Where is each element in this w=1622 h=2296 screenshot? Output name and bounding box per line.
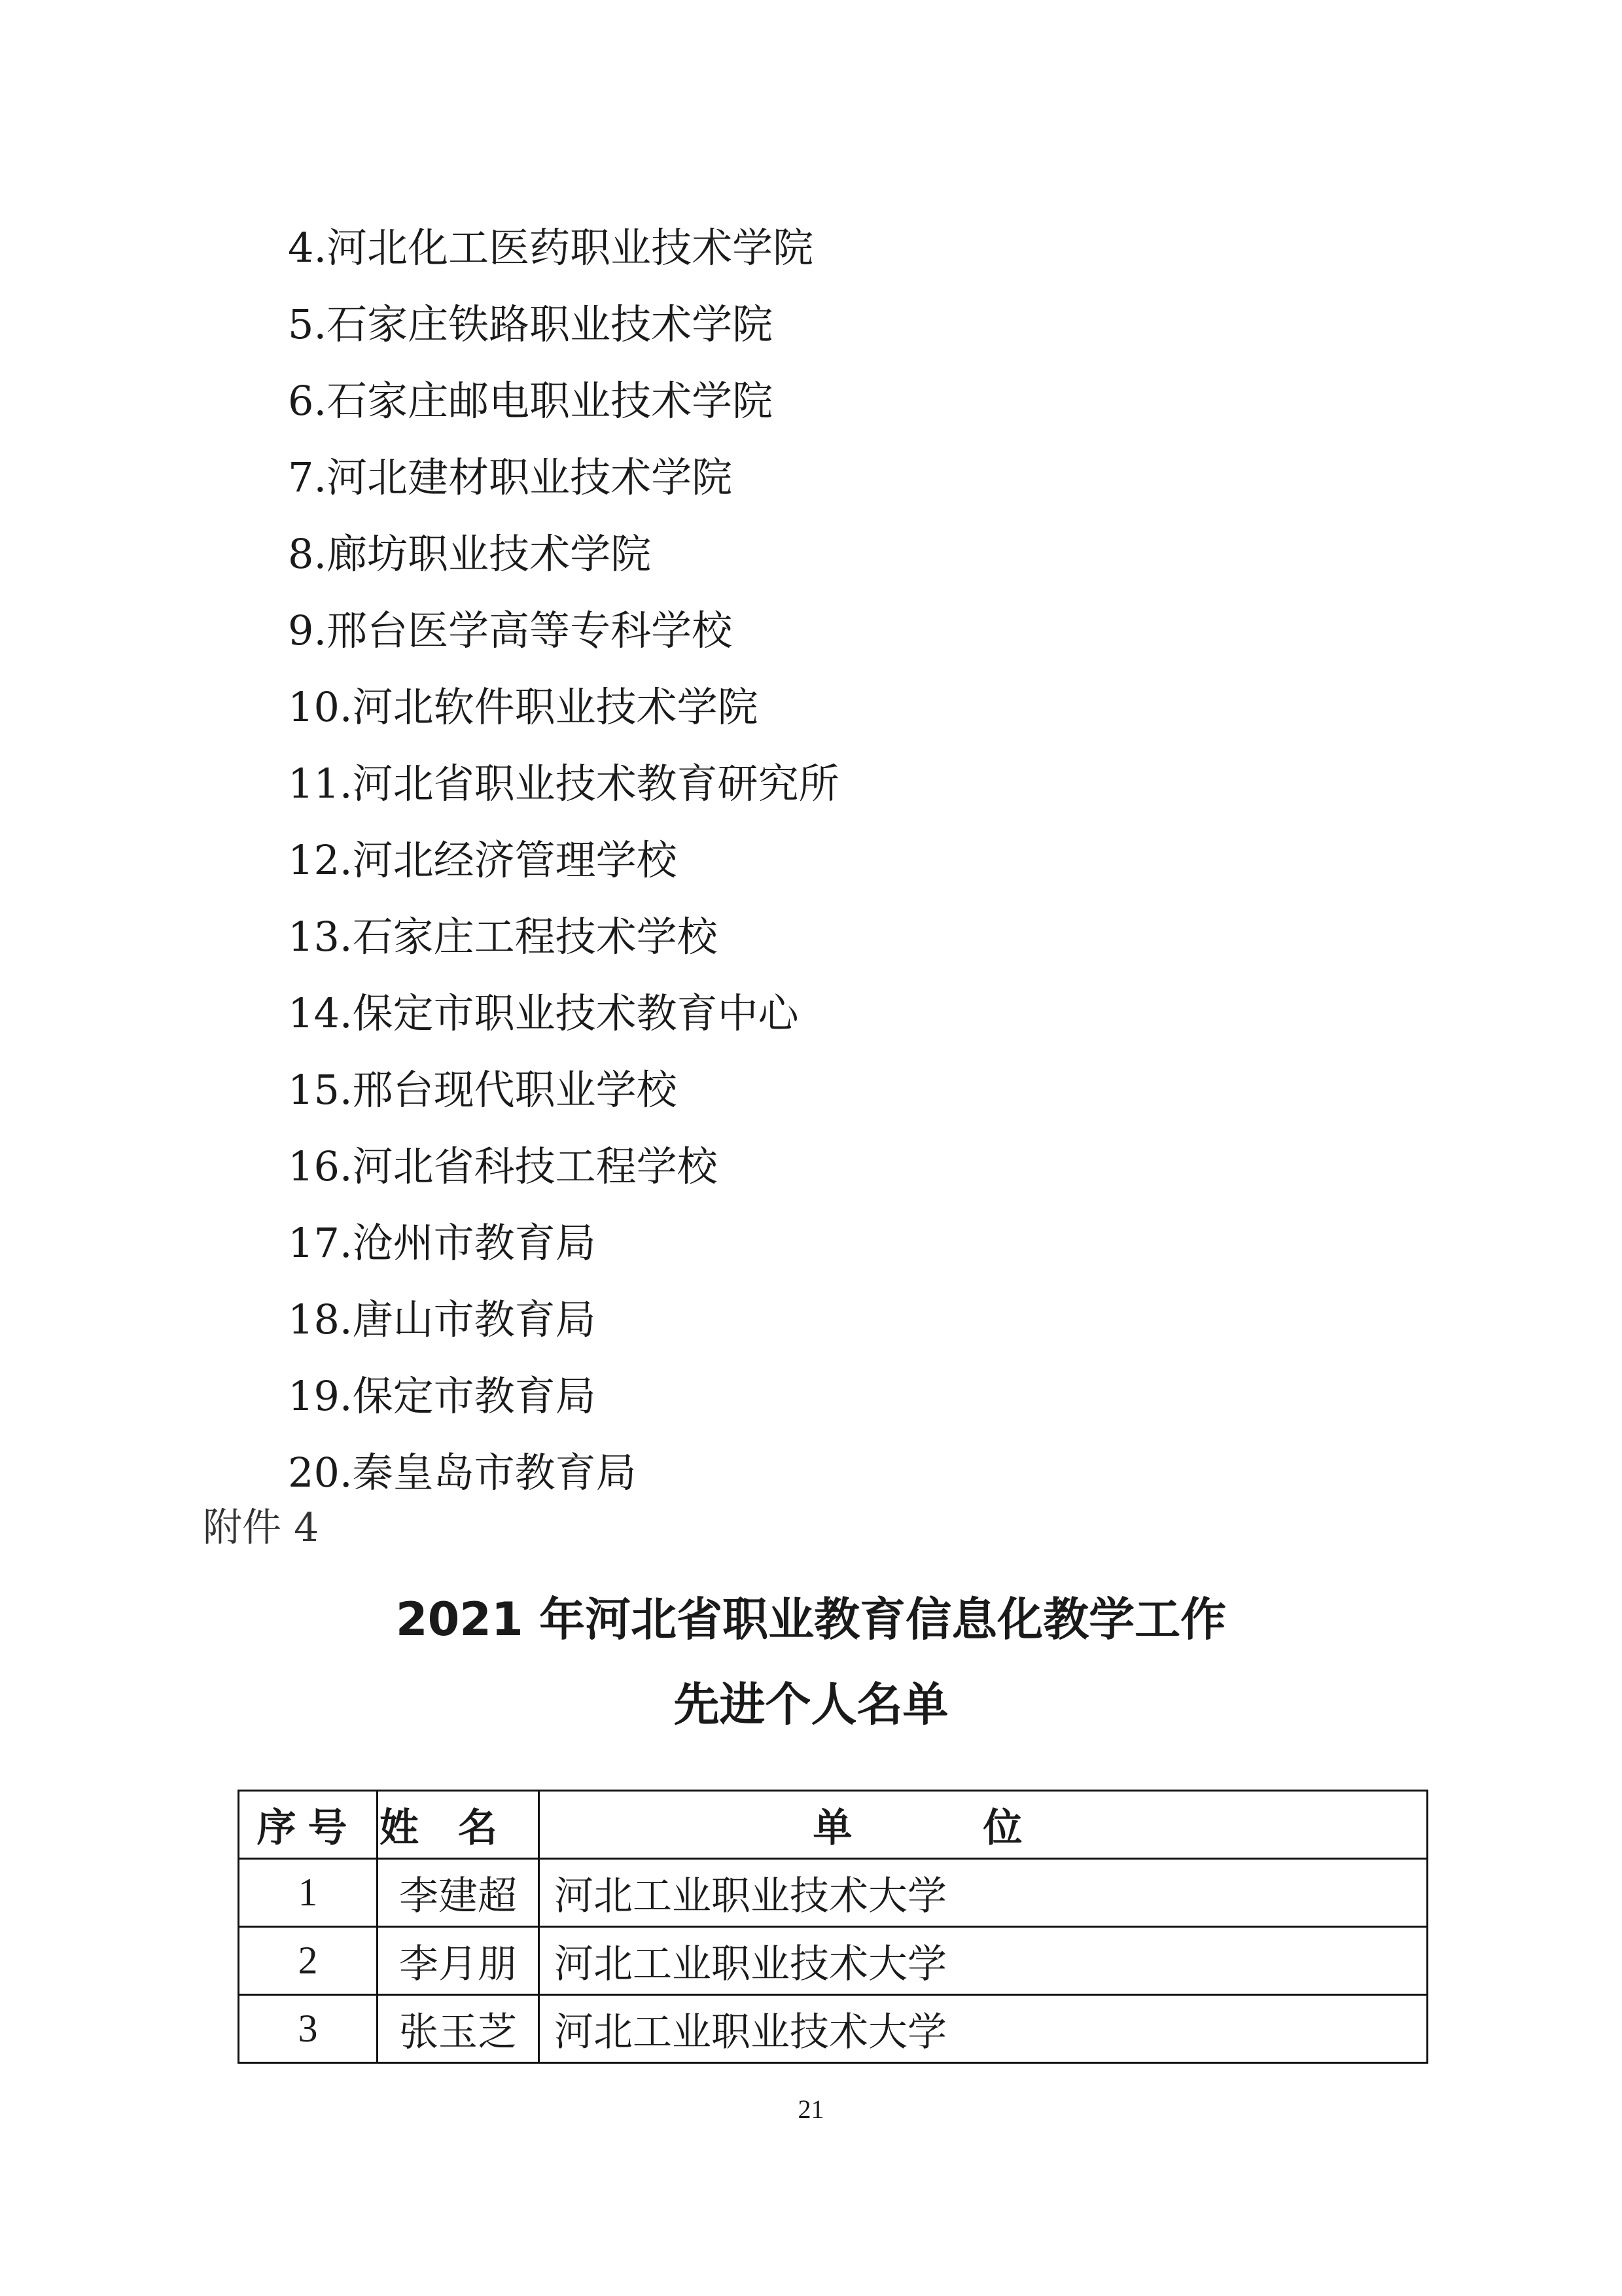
list-item: 16.河北省科技工程学校 (288, 1142, 718, 1190)
table-row (239, 1927, 1428, 1995)
cell-unit: 河北工业职业技术大学 (539, 1927, 1428, 1995)
attachment-label: 附件 4 (203, 1505, 319, 1551)
cell-name: 张玉芝 (378, 1995, 539, 2063)
list-item: 17.沧州市教育局 (288, 1219, 596, 1267)
list-item: 14.保定市职业技术教育中心 (288, 989, 799, 1037)
page-number: 21 (798, 2094, 824, 2124)
header-unit: 单位 (539, 1791, 1428, 1859)
list-item: 4.河北化工医药职业技术学院 (288, 224, 814, 272)
list-item: 15.邢台现代职业学校 (288, 1066, 677, 1114)
list-item: 9.邢台医学高等专科学校 (288, 607, 733, 654)
list-item: 6.石家庄邮电职业技术学院 (288, 377, 773, 425)
personnel-table (238, 1790, 1428, 2064)
document-title-line1: 2021 年河北省职业教育信息化教学工作 (395, 1593, 1227, 1646)
list-item: 20.秦皇岛市教育局 (288, 1449, 637, 1496)
header-seq: 序号 (239, 1791, 378, 1859)
cell-unit: 河北工业职业技术大学 (539, 1859, 1428, 1927)
list-item: 13.石家庄工程技术学校 (288, 913, 718, 961)
table-row (239, 1995, 1428, 2063)
cell-seq: 3 (239, 1995, 378, 2063)
list-item: 18.唐山市教育局 (288, 1296, 596, 1343)
cell-seq: 1 (239, 1859, 378, 1927)
table-header-row (239, 1791, 1428, 1859)
list-item: 10.河北软件职业技术学院 (288, 683, 758, 731)
list-item: 11.河北省职业技术教育研究所 (288, 760, 839, 807)
list-item: 19.保定市教育局 (288, 1372, 596, 1420)
list-item: 12.河北经济管理学校 (288, 836, 677, 884)
list-item: 7.河北建材职业技术学院 (288, 453, 733, 501)
institution-list (288, 209, 839, 1511)
cell-name: 李建超 (378, 1859, 539, 1927)
cell-unit: 河北工业职业技术大学 (539, 1995, 1428, 2063)
table-row (239, 1859, 1428, 1927)
cell-seq: 2 (239, 1927, 378, 1995)
list-item: 5.石家庄铁路职业技术学院 (288, 300, 773, 348)
document-title-line2: 先进个人名单 (673, 1678, 949, 1731)
header-name: 姓名 (378, 1791, 539, 1859)
cell-name: 李月朋 (378, 1927, 539, 1995)
list-item: 8.廊坊职业技术学院 (288, 530, 652, 578)
